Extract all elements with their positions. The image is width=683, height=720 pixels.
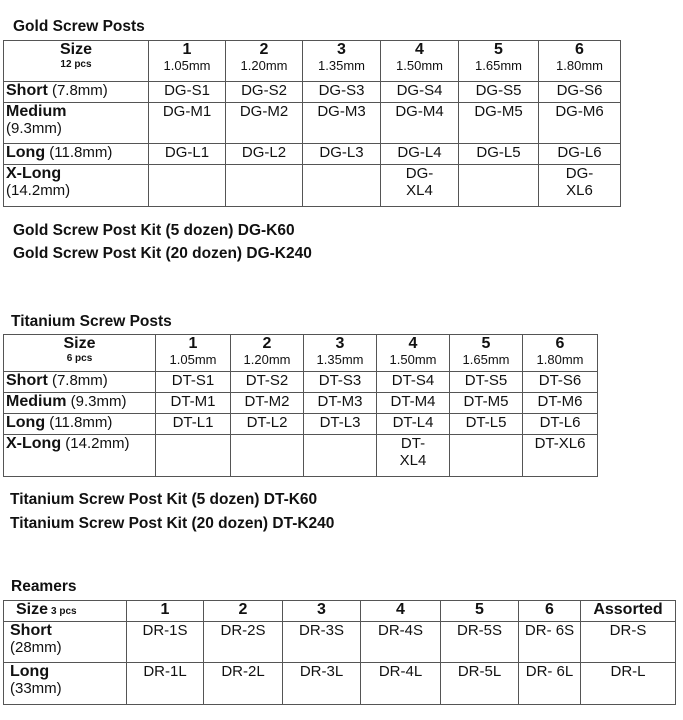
size-number: 3	[335, 335, 345, 352]
part-number-cell: DT-M1	[156, 393, 231, 414]
size-diameter: 1.50mm	[396, 58, 443, 73]
row-header-long	[4, 414, 156, 435]
part-number-cell: DT-M6	[523, 393, 598, 414]
part-number-cell: DT-M4	[377, 393, 450, 414]
row-name: Long	[10, 663, 50, 680]
size-header	[4, 601, 127, 622]
table-header-row	[4, 41, 621, 82]
table-row	[4, 393, 598, 414]
part-number-cell: DR-1S	[127, 622, 204, 663]
table-row	[4, 414, 598, 435]
part-number-cell: DT-S6	[523, 372, 598, 393]
size-number: 1	[188, 335, 198, 352]
row-length: (33mm)	[10, 680, 62, 697]
table-row	[4, 372, 598, 393]
part-number-cell: DR-5L	[441, 663, 519, 705]
pack-quantity: 3 pcs	[51, 606, 77, 617]
size-header	[4, 335, 156, 372]
part-number-cell: DG-XL6	[539, 165, 621, 207]
part-number-cell: DG-M1	[149, 103, 226, 144]
part-number-cell: DR- 6L	[519, 663, 581, 705]
part-number-cell: DG-M6	[539, 103, 621, 144]
column-header-size-1	[156, 335, 231, 372]
part-number-cell: DG-M2	[226, 103, 303, 144]
part-number-cell: DT-M2	[231, 393, 304, 414]
part-number-cell: DT-S3	[304, 372, 377, 393]
row-name: Short	[6, 372, 48, 389]
row-header-x-long	[4, 435, 156, 477]
table-row	[4, 663, 676, 705]
kit-line: Titanium Screw Post Kit (5 dozen) DT-K60	[10, 491, 318, 508]
column-header-size-1	[149, 41, 226, 82]
column-header-size-4	[381, 41, 459, 82]
part-number-cell	[459, 165, 539, 207]
row-header-medium	[4, 393, 156, 414]
part-number-cell: DG-M3	[303, 103, 381, 144]
size-diameter: 1.65mm	[475, 58, 522, 73]
size-label: Size	[16, 601, 49, 618]
part-number-cell: DG-M5	[459, 103, 539, 144]
gold-section-title: Gold Screw Posts	[13, 18, 145, 35]
part-number-cell: DT-XL6	[523, 435, 598, 477]
size-diameter: 1.50mm	[389, 352, 437, 367]
part-number-cell: DR-S	[581, 622, 676, 663]
row-header-x-long	[4, 165, 149, 207]
titanium-section-title: Titanium Screw Posts	[11, 313, 172, 330]
part-number-cell	[450, 435, 523, 477]
size-number: 6	[555, 335, 565, 352]
row-name: Medium	[6, 393, 67, 410]
table-header-row	[4, 335, 598, 372]
row-name: Medium	[6, 103, 67, 120]
part-number-cell	[156, 435, 231, 477]
size-number: 4	[408, 335, 418, 352]
part-number-cell: DG-L4	[381, 144, 459, 165]
table-row	[4, 144, 621, 165]
size-diameter: 1.65mm	[462, 352, 510, 367]
kit-line: Titanium Screw Post Kit (20 dozen) DT-K240	[10, 515, 335, 532]
size-number: 2	[262, 335, 272, 352]
part-number-cell: DT-S1	[156, 372, 231, 393]
column-header-size-3	[304, 335, 377, 372]
row-name: Long	[6, 414, 46, 431]
gold-screw-posts-table	[3, 40, 621, 207]
row-name: Long	[6, 144, 46, 161]
row-length: (7.8mm)	[51, 372, 108, 389]
size-number: 1	[182, 41, 192, 58]
column-header-size-1: 1	[127, 601, 204, 622]
size-number: 4	[415, 41, 424, 58]
part-number-cell: DR-4L	[361, 663, 441, 705]
size-label: Size	[59, 41, 92, 58]
part-number-cell: DT-M5	[450, 393, 523, 414]
column-header-size-3: 3	[283, 601, 361, 622]
row-header-short	[4, 372, 156, 393]
row-length: (14.2mm)	[65, 435, 130, 452]
part-number-cell: DG-S5	[459, 82, 539, 103]
column-header-size-4: 4	[361, 601, 441, 622]
pack-quantity: 12 pcs	[60, 59, 92, 70]
row-header-short	[4, 622, 127, 663]
column-header-size-5	[450, 335, 523, 372]
size-number: 3	[337, 41, 346, 58]
row-length: (11.8mm)	[49, 414, 113, 431]
part-number-cell: DG-L2	[226, 144, 303, 165]
size-diameter: 1.80mm	[556, 58, 603, 73]
row-length: (11.8mm)	[49, 144, 113, 161]
table-row	[4, 622, 676, 663]
kit-line: Gold Screw Post Kit (5 dozen) DG-K60	[13, 222, 295, 239]
part-number-cell: DR-4S	[361, 622, 441, 663]
part-number-cell: DR- 6S	[519, 622, 581, 663]
part-number-cell: DR-2L	[204, 663, 283, 705]
part-number-cell: DG-L1	[149, 144, 226, 165]
part-number-cell	[304, 435, 377, 477]
size-diameter: 1.35mm	[318, 58, 365, 73]
column-header-size-6	[539, 41, 621, 82]
part-number-cell: DT-L5	[450, 414, 523, 435]
column-header-assorted: Assorted	[581, 601, 676, 622]
titanium-screw-posts-table	[3, 334, 598, 477]
row-length: (7.8mm)	[51, 82, 108, 99]
part-number-cell: DG-S3	[303, 82, 381, 103]
size-number: 5	[481, 335, 491, 352]
column-header-size-6	[523, 335, 598, 372]
part-number-cell: DG-L3	[303, 144, 381, 165]
part-number-cell: DT-S2	[231, 372, 304, 393]
size-number: 6	[575, 41, 584, 58]
row-length: (14.2mm)	[6, 182, 71, 199]
reamers-section-title: Reamers	[11, 578, 77, 595]
column-header-size-5: 5	[441, 601, 519, 622]
size-number: 5	[494, 41, 503, 58]
column-header-size-4	[377, 335, 450, 372]
column-header-size-3	[303, 41, 381, 82]
size-diameter: 1.35mm	[316, 352, 364, 367]
part-number-cell	[149, 165, 226, 207]
part-number-cell: DG-M4	[381, 103, 459, 144]
part-number-cell: DG-L5	[459, 144, 539, 165]
column-header-size-2	[231, 335, 304, 372]
part-number-cell: DT-S5	[450, 372, 523, 393]
column-header-size-6: 6	[519, 601, 581, 622]
table-header-row	[4, 601, 676, 622]
pack-quantity: 6 pcs	[66, 353, 93, 364]
row-name: X-Long	[6, 165, 62, 182]
part-number-cell	[226, 165, 303, 207]
row-length: (28mm)	[10, 639, 62, 656]
size-label: Size	[63, 335, 96, 352]
part-number-cell: DG-XL4	[381, 165, 459, 207]
row-length: (9.3mm)	[70, 393, 127, 410]
size-header	[4, 41, 149, 82]
part-number-cell	[303, 165, 381, 207]
part-number-cell: DR-3S	[283, 622, 361, 663]
row-length: (9.3mm)	[6, 120, 62, 137]
part-number-cell: DG-S4	[381, 82, 459, 103]
size-diameter: 1.80mm	[536, 352, 584, 367]
row-header-short	[4, 82, 149, 103]
part-number-cell: DT-S4	[377, 372, 450, 393]
part-number-cell: DR-1L	[127, 663, 204, 705]
column-header-size-5	[459, 41, 539, 82]
size-diameter: 1.20mm	[240, 58, 288, 73]
part-number-cell: DR-3L	[283, 663, 361, 705]
table-row	[4, 165, 621, 207]
size-number: 2	[259, 41, 269, 58]
part-number-cell: DG-S6	[539, 82, 621, 103]
part-number-cell: DG-S2	[226, 82, 303, 103]
reamers-table	[3, 600, 676, 705]
part-number-cell: DT-L4	[377, 414, 450, 435]
column-header-size-2: 2	[204, 601, 283, 622]
table-row	[4, 103, 621, 144]
part-number-cell: DT-L3	[304, 414, 377, 435]
part-number-cell: DT-L2	[231, 414, 304, 435]
part-number-cell: DG-S1	[149, 82, 226, 103]
row-header-long	[4, 663, 127, 705]
part-number-cell: DG-L6	[539, 144, 621, 165]
table-row	[4, 82, 621, 103]
part-number-cell: DR-L	[581, 663, 676, 705]
row-name: Short	[6, 82, 48, 99]
size-diameter: 1.05mm	[163, 58, 211, 73]
part-number-cell: DT-L6	[523, 414, 598, 435]
row-name: X-Long	[6, 435, 62, 452]
part-number-cell: DT-M3	[304, 393, 377, 414]
size-diameter: 1.05mm	[169, 352, 217, 367]
row-header-long	[4, 144, 149, 165]
part-number-cell: DR-5S	[441, 622, 519, 663]
part-number-cell: DR-2S	[204, 622, 283, 663]
part-number-cell: DT-L1	[156, 414, 231, 435]
row-name: Short	[10, 622, 52, 639]
kit-line: Gold Screw Post Kit (20 dozen) DG-K240	[13, 245, 312, 262]
size-diameter: 1.20mm	[243, 352, 291, 367]
table-row	[4, 435, 598, 477]
part-number-cell	[231, 435, 304, 477]
row-header-medium	[4, 103, 149, 144]
part-number-cell: DT-XL4	[377, 435, 450, 477]
column-header-size-2	[226, 41, 303, 82]
